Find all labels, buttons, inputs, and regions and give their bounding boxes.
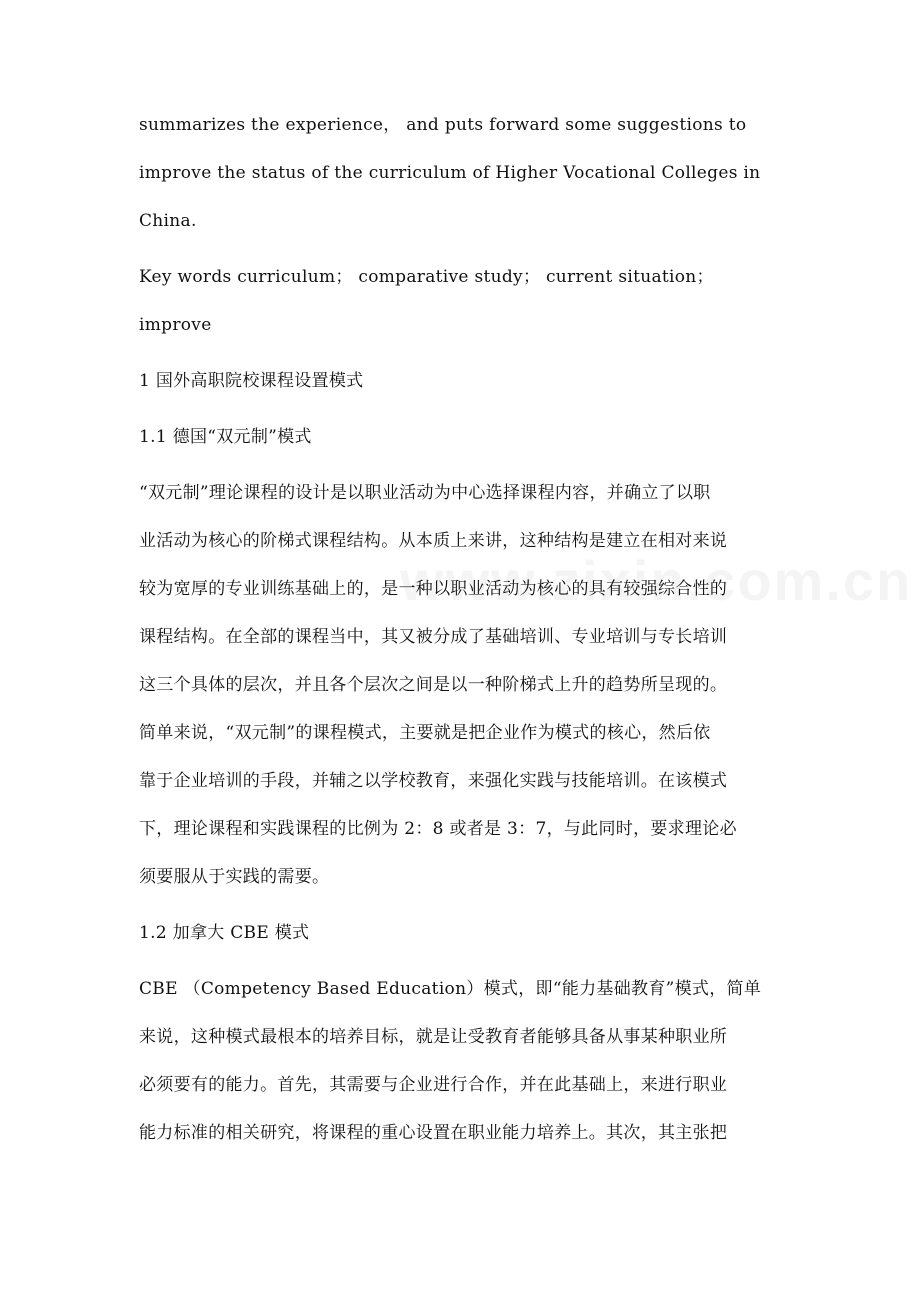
paragraph-line: 下，理论课程和实践课程的比例为 2：8 或者是 3：7，与此同时，要求理论必 <box>139 819 737 839</box>
paragraph-line: 业活动为核心的阶梯式课程结构。从本质上来讲，这种结构是建立在相对来说 <box>139 531 728 551</box>
keywords-line: Key words curriculum； comparative study； current situation； <box>139 267 714 287</box>
paragraph-line: 能力标准的相关研究，将课程的重心设置在职业能力培养上。其次，其主张把 <box>139 1123 728 1143</box>
paragraph-line: 课程结构。在全部的课程当中，其又被分成了基础培训、专业培训与专长培训 <box>139 627 728 647</box>
paragraph-line: 靠于企业培训的手段，并辅之以学校教育，来强化实践与技能培训。在该模式 <box>139 771 728 791</box>
abstract-line: China. <box>139 211 197 231</box>
keywords-line: improve <box>139 315 212 335</box>
paragraph-line: 这三个具体的层次，并且各个层次之间是以一种阶梯式上升的趋势所呈现的。 <box>139 675 728 695</box>
abstract-line: summarizes the experience， and puts forward some suggestions to <box>139 115 747 135</box>
paragraph-line: 较为宽厚的专业训练基础上的，是一种以职业活动为核心的具有较强综合性的 <box>139 579 728 599</box>
paragraph-line: CBE （Competency Based Education）模式，即“能力基础教育”模式，简单 <box>139 979 762 999</box>
paragraph-line: 来说，这种模式最根本的培养目标，就是让受教育者能够具备从事某种职业所 <box>139 1027 728 1047</box>
abstract-line: improve the status of the curriculum of Higher Vocational Colleges in <box>139 163 761 183</box>
subsection-heading: 1.2 加拿大 CBE 模式 <box>139 923 310 943</box>
paragraph-line: “双元制”理论课程的设计是以职业活动为中心选择课程内容，并确立了以职 <box>139 483 711 503</box>
section-heading: 1 国外高职院校课程设置模式 <box>139 371 364 391</box>
paragraph-line: 简单来说，“双元制”的课程模式，主要就是把企业作为模式的核心，然后依 <box>139 723 711 743</box>
subsection-heading: 1.1 德国“双元制”模式 <box>139 427 312 447</box>
paragraph-line: 必须要有的能力。首先，其需要与企业进行合作，并在此基础上，来进行职业 <box>139 1075 728 1095</box>
paragraph-line: 须要服从于实践的需要。 <box>139 867 330 887</box>
